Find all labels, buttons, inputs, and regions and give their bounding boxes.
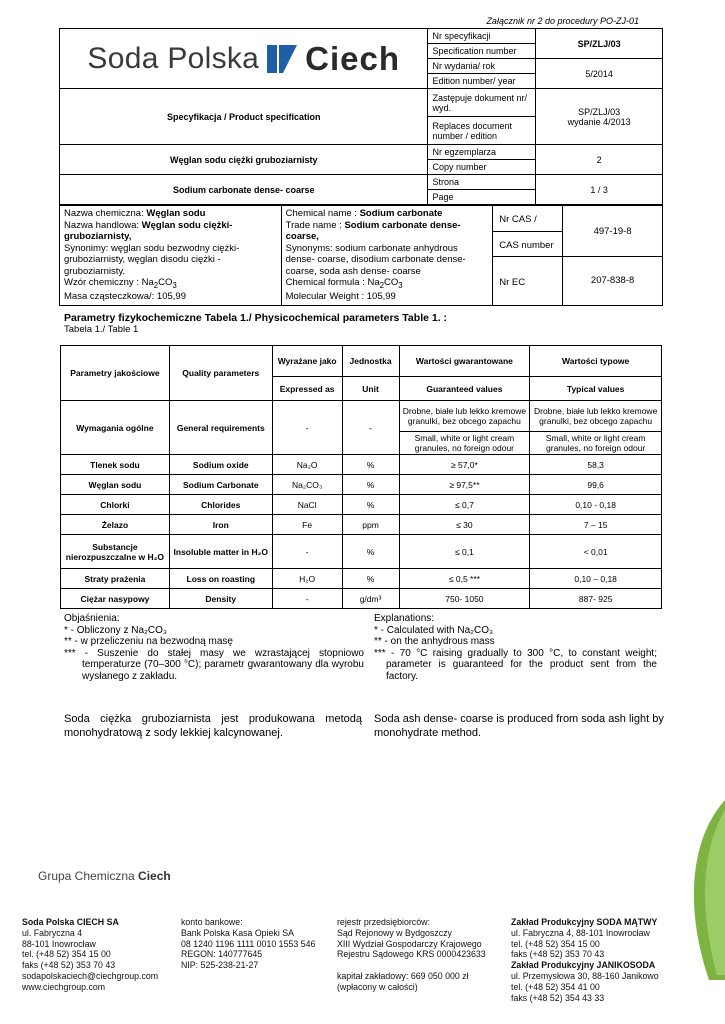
ec-value: 207-838-8 <box>563 257 663 306</box>
param-expressed: - <box>272 535 342 569</box>
spec-label-pl: Nr specyfikacji <box>428 29 536 44</box>
table-row <box>61 535 662 569</box>
header-typ-en: Typical values <box>530 377 662 401</box>
logo-soda-text: Soda Polska <box>87 41 260 75</box>
logo-mark-shape <box>267 45 277 73</box>
param-name-pl: Straty prażenia <box>61 569 170 589</box>
param-name-pl: Ciężar nasypowy <box>61 589 170 609</box>
param-unit: g/dm³ <box>342 589 399 609</box>
footer-line: 88-101 Inowrocław <box>22 938 96 949</box>
general-req-expr: - <box>272 401 342 455</box>
param-typical: < 0,01 <box>530 535 662 569</box>
param-name-pl: Chlorki <box>61 495 170 515</box>
footer-line: ul. Przemysłowa 30, 88-160 Janikowo <box>511 970 659 981</box>
table-row <box>61 495 662 515</box>
expl-title-pl: Objaśnienia: <box>64 613 120 624</box>
page-value: 1 / 3 <box>536 175 663 205</box>
group-name-text: Grupa Chemiczna <box>38 869 139 883</box>
header-unit-en: Unit <box>342 377 399 401</box>
footer-registry <box>337 917 486 993</box>
param-name-en: Sodium Carbonate <box>169 475 272 495</box>
footer-line: Soda Polska CIECH SA <box>22 917 119 927</box>
formula-en-line <box>286 277 489 291</box>
edition-label-pl: Nr wydania/ rok <box>428 59 536 74</box>
footer-line: kapitał zakładowy: 669 050 000 zł <box>337 970 469 981</box>
replaces-value-1: SP/ZLJ/03 <box>578 106 621 117</box>
trade-name-label-en: Trade name : <box>285 219 345 231</box>
parameters-table <box>60 345 662 609</box>
page-label-en: Page <box>428 190 536 205</box>
param-expressed: - <box>272 589 342 609</box>
logo-ciech-text: Ciech <box>305 39 401 77</box>
footer-line: faks (+48 52) 353 70 43 <box>22 960 116 971</box>
header-guar-en: Guaranteed values <box>399 377 530 401</box>
param-guaranteed: ≤ 0,1 <box>399 535 530 569</box>
trade-name-en: Sodium carbonate dense-coarse, <box>285 219 461 242</box>
mass-pl: Masa cząsteczkowa/: 105,99 <box>64 291 186 303</box>
document-title: Specyfikacja / Product specification <box>60 89 428 145</box>
footer-line: faks (+48 52) 354 43 33 <box>511 992 605 1003</box>
footer-line: konto bankowe: <box>181 917 243 927</box>
replaces-value <box>536 89 663 145</box>
param-name-en: Density <box>169 589 272 609</box>
param-unit: % <box>342 569 399 589</box>
product-name-en: Sodium carbonate dense- coarse <box>60 175 428 205</box>
param-typical: 887- 925 <box>530 589 662 609</box>
formula-pl-line <box>64 277 277 291</box>
footer-line: 08 1240 1196 1111 0010 1553 546 <box>181 938 316 949</box>
chem-name-label-pl: Nazwa chemiczna: <box>64 208 147 219</box>
param-expressed: H₂O <box>272 569 342 589</box>
param-guaranteed: ≥ 97,5** <box>399 475 530 495</box>
synonyms-pl: Synonimy: węglan sodu bezwodny ciężki-gruboziarnisty, węglan disodu ciężki -gruboziarnisty. <box>64 242 240 277</box>
chem-name-en-line <box>286 208 489 220</box>
general-req-pl: Wymagania ogólne <box>61 401 170 455</box>
param-typical: 58,3 <box>530 455 662 475</box>
logo-mark-shape <box>279 45 297 73</box>
param-expressed: Na₂O <box>272 455 342 475</box>
ciech-logo-icon <box>265 43 299 75</box>
footer-line: NIP: 525-238-21-27 <box>181 960 259 971</box>
param-typical: 7 – 15 <box>530 515 662 535</box>
annex-note: Załącznik nr 2 do procedury PO-ZJ-01 <box>486 16 639 26</box>
mass-en: Molecular Weight : 105,99 <box>285 291 396 303</box>
param-typical: 0,10 – 0,18 <box>530 569 662 589</box>
expl-en-3: *** - 70 °C raising gradually to 300 °C, to constant weight; parameter is guaranteed for the product sent from the factory. <box>374 647 657 682</box>
chem-name-en: Sodium carbonate <box>359 208 443 219</box>
table-row <box>61 515 662 535</box>
header-guar-pl: Wartości gwarantowane <box>399 346 530 377</box>
table-row <box>61 455 662 475</box>
footer-line: (wpłacony w całości) <box>337 981 418 992</box>
param-name-en: Iron <box>169 515 272 535</box>
chem-name-pl-line <box>64 208 277 220</box>
table-row <box>61 589 662 609</box>
table-row <box>61 475 662 495</box>
general-req-en: General requirements <box>169 401 272 455</box>
params-title: Parametry fizykochemiczne Tabela 1./ Physicochemical parameters Table 1. : <box>64 312 448 324</box>
param-unit: % <box>342 495 399 515</box>
param-typical: 99,6 <box>530 475 662 495</box>
param-unit: % <box>342 475 399 495</box>
replaces-label-pl: Zastępuje dokument nr/ wyd. <box>428 89 536 117</box>
trade-name-pl-line <box>64 220 277 243</box>
footer-bank <box>181 917 315 971</box>
footer-line: ul. Fabryczna 4, 88-101 Inowrocław <box>511 927 650 938</box>
expl-en-2: ** - on the anhydrous mass <box>374 636 495 647</box>
header-expr-en: Expressed as <box>272 377 342 401</box>
expl-title-en: Explanations: <box>374 613 435 624</box>
header-param-en: Quality parameters <box>169 346 272 401</box>
expl-pl-3: *** - Suszenie do stałej masy we wzrastającej stopniowo temperaturze (70–300 °C); parametr gwarantowany dla wyrobu wysłanego z zakładu. <box>64 647 364 682</box>
company-logo <box>87 40 400 78</box>
production-note-en: Soda ash dense- coarse is produced from soda ash light by monohydrate method. <box>374 713 664 739</box>
formula-label-en: Chemical formula : <box>285 277 368 288</box>
formula-pl: $Na_2CO_3$ <box>141 277 177 290</box>
footer-line: tel. (+48 52) 354 15 00 <box>22 949 111 960</box>
param-unit: ppm <box>342 515 399 535</box>
param-guaranteed: 750- 1050 <box>399 589 530 609</box>
param-typical: 0,10 - 0,18 <box>530 495 662 515</box>
product-name-pl: Węglan sodu ciężki gruboziarnisty <box>60 145 428 175</box>
footer-line: sodapolskaciech@ciechgroup.com <box>22 970 159 981</box>
header-table <box>59 28 663 205</box>
footer-line: Bank Polska Kasa Opieki SA <box>181 927 294 938</box>
chem-name-pl: Węglan sodu <box>146 208 206 219</box>
cas-value: 497-19-8 <box>563 206 663 257</box>
general-req-unit: - <box>342 401 399 455</box>
footer-company <box>22 917 158 993</box>
cas-label-en: CAS number <box>493 231 563 257</box>
footer-line: rejestr przedsiębiorców: <box>337 917 430 927</box>
replaces-label-en: Replaces document number / edition <box>428 117 536 145</box>
header-unit-pl: Jednostka <box>342 346 399 377</box>
param-guaranteed: ≥ 57,0* <box>399 455 530 475</box>
footer-line: REGON: 140777645 <box>181 949 263 960</box>
ec-label: Nr EC <box>493 257 563 306</box>
footer-line <box>337 960 486 971</box>
edition-label-en: Edition number/ year <box>428 74 536 89</box>
replaces-value-2: wydanie 4/2013 <box>567 116 631 127</box>
spec-label-en: Specification number <box>428 44 536 59</box>
copy-label-en: Copy number <box>428 160 536 175</box>
footer-line: tel. (+48 52) 354 15 00 <box>511 938 600 949</box>
footer-line: Rejestru Sądowego KRS 0000423633 <box>337 949 486 960</box>
header-typ-pl: Wartości typowe <box>530 346 662 377</box>
param-guaranteed: ≤ 0,7 <box>399 495 530 515</box>
page-label-pl: Strona <box>428 175 536 190</box>
param-guaranteed: ≤ 0,5 *** <box>399 569 530 589</box>
footer-line: ul. Fabryczna 4 <box>22 927 83 938</box>
footer-line: XIII Wydział Gospodarczy Krajowego <box>337 938 482 949</box>
header-param-pl: Parametry jakościowe <box>61 346 170 401</box>
copy-value: 2 <box>536 145 663 175</box>
explanations-pl <box>64 613 364 682</box>
group-name <box>38 869 171 883</box>
cas-label-pl: Nr CAS / <box>493 206 563 232</box>
general-typ-en: Small, white or light cream granules, no foreign odour <box>530 432 662 455</box>
expl-pl-1: * - Obliczony z Na₂CO₃ <box>64 624 167 636</box>
synonyms-en: Synonyms: sodium carbonate anhydrous dense- coarse, disodium carbonate dense-coarse, soda ash dense- coarse <box>285 242 466 277</box>
footer-line: Zakład Produkcyjny SODA MĄTWY <box>511 917 658 927</box>
param-name-en: Chlorides <box>169 495 272 515</box>
param-unit: % <box>342 535 399 569</box>
param-name-en: Insoluble matter in H₂O <box>169 535 272 569</box>
param-expressed: Fe <box>272 515 342 535</box>
formula-en: $Na_2CO_3$ <box>367 277 403 290</box>
chem-info-en <box>281 206 493 306</box>
general-guar-en: Small, white or light cream granules, no foreign odour <box>399 432 530 455</box>
footer-line: tel. (+48 52) 354 41 00 <box>511 981 600 992</box>
green-leaf-decoration <box>679 800 725 980</box>
general-typ-pl: Drobne, białe lub lekko kremowe granulki, bez obcego zapachu <box>530 401 662 432</box>
param-name-pl: Substancje nierozpuszczalne w H₂O <box>61 535 170 569</box>
formula-label-pl: Wzór chemiczny : <box>64 277 142 288</box>
param-name-pl: Tlenek sodu <box>61 455 170 475</box>
param-name-pl: Węglan sodu <box>61 475 170 495</box>
chem-info-pl <box>60 206 282 306</box>
footer-plants <box>511 917 659 1003</box>
copy-label-pl: Nr egzemplarza <box>428 145 536 160</box>
params-subtitle: Tabela 1./ Table 1 <box>64 324 139 335</box>
trade-name-label-pl: Nazwa handlowa: <box>64 219 142 231</box>
param-expressed: Na₂CO₃ <box>272 475 342 495</box>
param-name-pl: Żelazo <box>61 515 170 535</box>
param-guaranteed: ≤ 30 <box>399 515 530 535</box>
footer-line: www.ciechgroup.com <box>22 981 106 992</box>
production-note-pl: Soda ciężka gruboziarnista jest produkowana metodą monohydratową z sody lekkiej kalcynowanej. <box>64 713 362 739</box>
expl-en-1: * - Calculated with Na₂CO₃ <box>374 624 494 636</box>
trade-name-pl: Węglan sodu ciężki-gruboziarnisty, <box>64 219 233 242</box>
edition-value: 5/2014 <box>536 59 663 89</box>
chemical-info-table <box>59 205 663 306</box>
explanations-en <box>374 613 657 682</box>
footer-line: faks (+48 52) 353 70 43 <box>511 949 605 960</box>
chem-name-label-en: Chemical name : <box>285 208 360 219</box>
general-guar-pl: Drobne, białe lub lekko kremowe granulki, bez obcego zapachu <box>399 401 530 432</box>
footer-line: Sąd Rejonowy w Bydgoszczy <box>337 927 452 938</box>
header-expr-pl: Wyrażane jako <box>272 346 342 377</box>
param-name-en: Sodium oxide <box>169 455 272 475</box>
param-unit: % <box>342 455 399 475</box>
spec-value: SP/ZLJ/03 <box>536 29 663 59</box>
trade-name-en-line <box>286 220 489 243</box>
expl-pl-2: ** - w przeliczeniu na bezwodną masę <box>64 636 233 647</box>
param-name-en: Loss on roasting <box>169 569 272 589</box>
group-name-bold: Ciech <box>138 869 171 883</box>
logo-cell <box>60 29 428 89</box>
footer-line: Zakład Produkcyjny JANIKOSODA <box>511 960 656 971</box>
table-row <box>61 569 662 589</box>
param-expressed: NaCl <box>272 495 342 515</box>
